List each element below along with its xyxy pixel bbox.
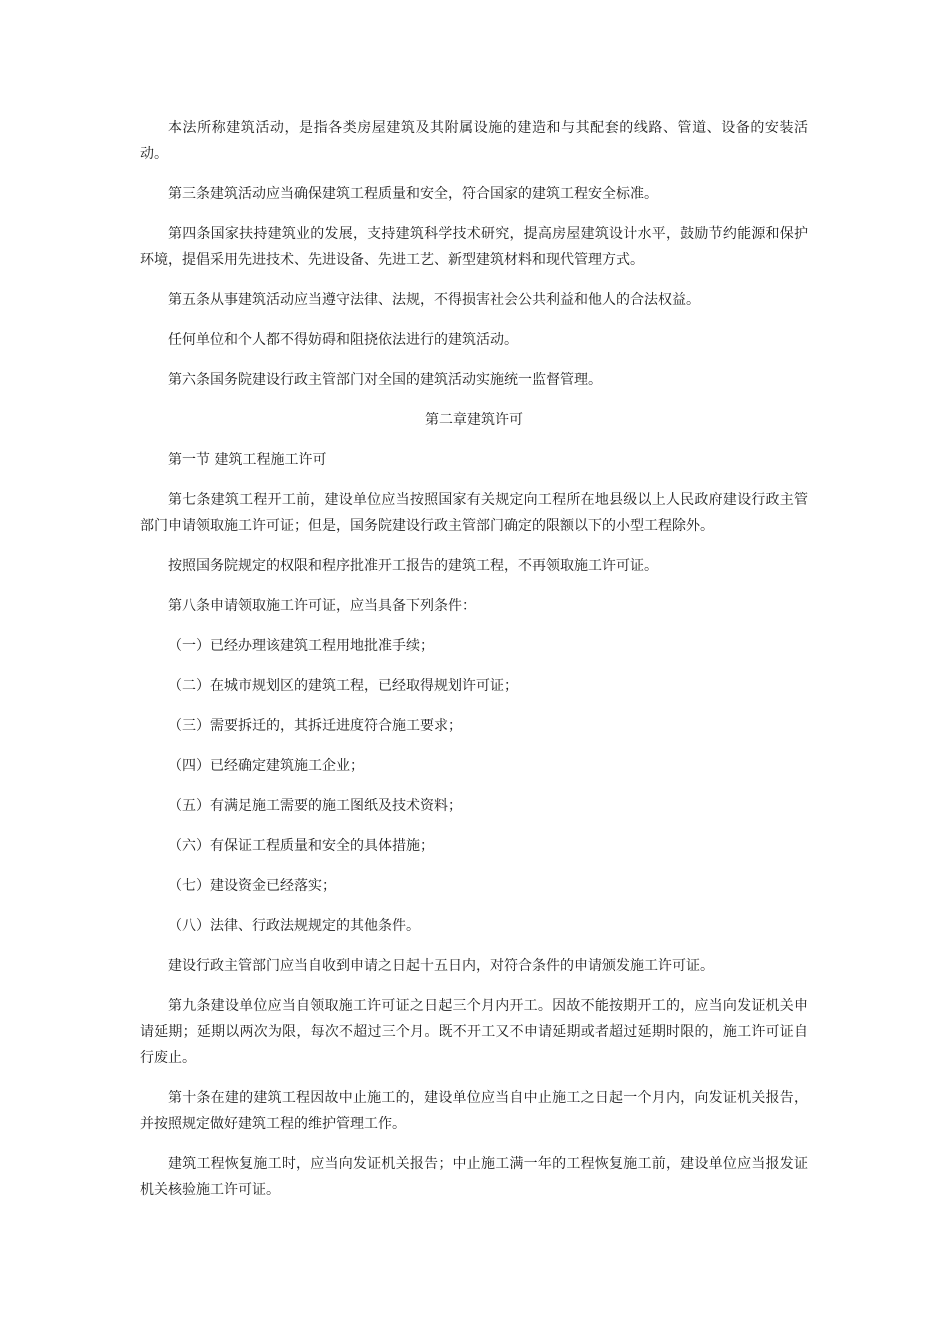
paragraph: 第十条在建的建筑工程因故中止施工的，建设单位应当自中止施工之日起一个月内，向发证机关报告，并按照规定做好建筑工程的维护管理工作。 [140, 1090, 808, 1132]
paragraph: 第六条国务院建设行政主管部门对全国的建筑活动实施统一监督管理。 [168, 372, 602, 388]
paragraph: 第七条建筑工程开工前，建设单位应当按照国家有关规定向工程所在地县级以上人民政府建设行政主管部门申请领取施工许可证；但是，国务院建设行政主管部门确定的限额以下的小型工程除外。 [140, 492, 808, 534]
paragraph: 第四条国家扶持建筑业的发展，支持建筑科学技术研究，提高房屋建筑设计水平，鼓励节约能源和保护环境，提倡采用先进技术、先进设备、先进工艺、新型建筑材料和现代管理方式。 [140, 226, 808, 268]
paragraph: 本法所称建筑活动，是指各类房屋建筑及其附属设施的建造和与其配套的线路、管道、设备的安装活动。 [140, 120, 808, 162]
paragraph: 第五条从事建筑活动应当遵守法律、法规，不得损害社会公共利益和他人的合法权益。 [168, 292, 700, 308]
list-item: （四）已经确定建筑施工企业； [168, 758, 364, 774]
list-item: （八）法律、行政法规规定的其他条件。 [168, 918, 420, 934]
document-body [140, 115, 808, 1217]
list-item: （二）在城市规划区的建筑工程，已经取得规划许可证； [168, 678, 518, 694]
list-item: （七）建设资金已经落实； [168, 878, 336, 894]
list-item: （三）需要拆迁的，其拆迁进度符合施工要求； [168, 718, 462, 734]
paragraph: 任何单位和个人都不得妨碍和阻挠依法进行的建筑活动。 [168, 332, 518, 348]
paragraph: 第八条申请领取施工许可证，应当具备下列条件： [168, 598, 476, 614]
list-item: （一）已经办理该建筑工程用地批准手续； [168, 638, 434, 654]
chapter-title: 第二章建筑许可 [425, 412, 523, 428]
paragraph: 建筑工程恢复施工时，应当向发证机关报告；中止施工满一年的工程恢复施工前，建设单位应当报发证机关核验施工许可证。 [140, 1156, 808, 1198]
list-item: （五）有满足施工需要的施工图纸及技术资料； [168, 798, 462, 814]
paragraph: 按照国务院规定的权限和程序批准开工报告的建筑工程，不再领取施工许可证。 [168, 558, 658, 574]
section-title: 第一节 建筑工程施工许可 [168, 452, 327, 468]
paragraph: 建设行政主管部门应当自收到申请之日起十五日内，对符合条件的申请颁发施工许可证。 [168, 958, 714, 974]
paragraph: 第九条建设单位应当自领取施工许可证之日起三个月内开工。因故不能按期开工的，应当向发证机关申请延期；延期以两次为限，每次不超过三个月。既不开工又不申请延期或者超过延期时限的，施工许可证自行废止。 [140, 998, 808, 1066]
list-item: （六）有保证工程质量和安全的具体措施； [168, 838, 434, 854]
paragraph: 第三条建筑活动应当确保建筑工程质量和安全，符合国家的建筑工程安全标准。 [168, 186, 658, 202]
